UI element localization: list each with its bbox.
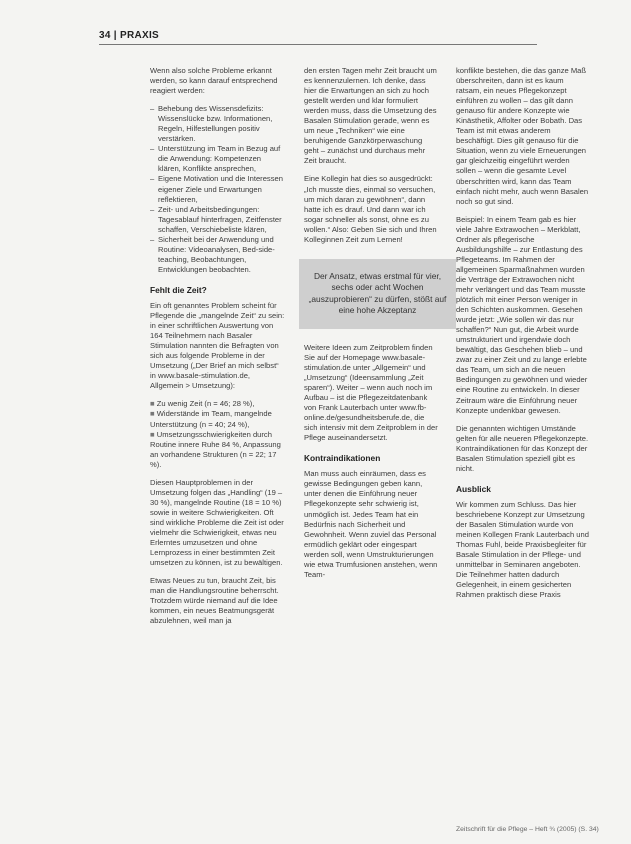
paragraph: Diesen Hauptproblemen in der Umsetzung folgen das „Handling“ (19 – 30 %), mangelnde Routine (18 = 10 %) sowie in weitere Schwierigkeiten. Oft sind wirkliche Probleme die Zeit ist oder vielmehr die Schwierigkeit, etwas neu Erlerntes umzusetzen und ohne Lernprozess in einer bestimmten Zeit umsetzen zu können, ist zu bewältigen. [150,477,284,568]
list-item: – Sicherheit bei der Anwendung und Routine: Videoanalysen, Bed-side-teaching, Beobachtungen, Entwicklungen beobachten. [150,235,285,275]
paragraph: Etwas Neues zu tun, braucht Zeit, bis man die Handlungsroutine beherrscht. Trotzdem würde niemand auf die Idee kommen, ein neues Beatmungsgerät abzulehnen, weil man ja [150,576,279,626]
square-bullet-icon: ■ [150,409,155,419]
section-heading: Kontraindikationen [304,453,381,464]
header-rule [99,44,537,45]
paragraph: Wir kommen zum Schluss. Das hier beschriebene Konzept zur Umsetzung der Basalen Stimulation wurde von meinen Kollegen Frank Lauterbach und Thomas Fuhl, beide Praxisbegleiter für Basale Stimulation in der Pflege- und unmittelbar in Seminaren angeboten. Die Teilnehmer hatten dadurch Gelegenheit, in einem gesicherten Rahmen praktisch diese Praxis [456,499,589,600]
column-3 [456,66,591,608]
paragraph: Ein oft genanntes Problem scheint für Pflegende die „mangelnde Zeit“ zu sein: in einer schriftlichen Auswertung von 164 Teilnehmern nach Basaler Stimulation nannten die Befragten von sich aus folgende Probleme in der Umsetzung („Der Brief an mich selbst“ in www.basale-stimulation.de, Allgemein > Umsetzung): [150,300,285,391]
pull-quote: Der Ansatz, etwas erstmal für vier, sechs oder acht Wochen „auszuprobieren“ zu dürfen, stößt auf eine hohe Akzeptanz [299,259,456,329]
page-footer: Zeitschrift für die Pflege – Heft ¾ (2005) (S. 34) [456,826,599,833]
numbered-item [150,399,285,409]
section-heading: Ausblick [456,483,491,494]
column-1 [150,66,285,634]
paragraph: Man muss auch einräumen, dass es gewisse Bedingungen geben kann, unter denen die Einführung neuer Pflegekonzepte sehr schwierig ist, unmöglich ist. Jedes Team hat ein Bedürfnis nach Sicherheit und Gewohnheit. Wenn zuviel das Personal ermüdlich geklärt oder eingespart werden soll, wenn Umstrukturierungen wie etwa Trumfusionen anstehen, wenn Team- [304,469,438,579]
item-text: Umsetzungsschwierigkeiten durch Routine innere Ruhe 84 %, Anpassung an vorhandene Strukturen (n = 22; 17 %). [150,429,281,469]
square-bullet-icon: ■ [150,429,155,439]
paragraph: konflikte bestehen, die das ganze Maß überschreiten, dann ist es kaum ratsam, ein neues Pflegekonzept einführen zu wollen – das gilt dann genauso für andere Konzepte wie Kinästhetik, Affolter oder Bobath. Das Team ist mit etwas anderem beschäftigt. Dies gilt genauso für die Situation, wenn zu viele Erneuerungen gar gleichzeitig eingeführt werden sollen – wenn die gesamte Level überschritten wird, kann das Team einfach nicht mehr, auch wenn Basalen noch so gut sind. [456,66,589,206]
column-2 [304,66,447,588]
section-heading: Fehlt die Zeit? [150,284,207,295]
numbered-item [150,430,285,470]
paragraph: Beispiel: In einem Team gab es hier viele Jahre Extrawochen – Merkblatt, Ordner als pflegerische Ausbildungshilfe – zur Entlastung des Pflegeteams. Im Rahmen der allgemeinen Sparmaßnahmen wurden die Verträge der Extrawochen nicht mehr verlängert und das Team musste plötzlich mit einer Person weniger in den Schichten auskommen. Gesehen wurde jetzt: „Wie sollen wir das nur schaffen?“ Nun gut, die Arbeit wurde umstrukturiert und irgendwie doch bewältigt, das Geschehen blieb – und zwar zu einer Zeit und zu lange erlebte das Team, um sich an die neuen Bedingungen zu gewöhnen und wieder eine Routine zu entwickeln. In dieser Zeitraum wäre die Einführung neuer Konzepte undenkbar gewesen. [456,214,588,415]
paragraph: den ersten Tagen mehr Zeit braucht um es kennenzulernen. Ich denke, dass hier die Erwartungen an sich zu hoch gestellt werden und klar formuliert werden muss, dass die Umsetzung des Basalen Stimulation gerade, wenn es um neue „Techniken“ wie eine beruhigende Ganzkörperwaschung geht – zunächst und durchaus mehr Zeit braucht. [304,66,437,166]
list-item: – Eigene Motivation und die Interessen eigener Ziele und Erwartungen reflektieren, [150,174,285,204]
list-item: – Behebung des Wissensdefizits: Wissenslücke bzw. Informationen, Regeln, Hilfestellungen positiv verstärken. [150,104,285,144]
list-item: – Unterstützung im Team in Bezug auf die Anwendung: Kompetenzen klären, Konflikte ansprechen, [150,144,285,174]
square-bullet-icon: ■ [150,399,155,409]
paragraph: Die genannten wichtigen Umstände gelten für alle neueren Pflegekonzepte. Kontraindikationen für das Konzept der Basalen Stimulation speziell gibt es nicht. [456,423,589,473]
bullet-list [150,104,285,275]
paragraph: Wenn also solche Probleme erkannt werden, so kann darauf entsprechend reagiert werden: [150,66,278,96]
page-header: 34 | PRAXIS [99,30,160,41]
numbered-item [150,409,285,429]
item-text: Widerstände im Team, mangelnde Unterstützung (n = 40; 24 %), [150,409,272,429]
paragraph: Eine Kollegin hat dies so ausgedrückt: „Ich musste dies, einmal so versuchen, um mich daran zu gewöhnen“, dann hatte ich es drauf. Und dann war ich sogar schneller als sonst, ohne es zu wollen.“ Also: Geben Sie sich und Ihren Kolleginnen Zeit zum Lernen! [304,174,437,244]
item-text: Zu wenig Zeit (n = 46; 28 %), [156,399,255,409]
paragraph: Weitere Ideen zum Zeitproblem finden Sie auf der Homepage www.basale-stimulation.de unter „Allgemein“ und „Umsetzung“ (Ideensammlung „Zeit sparen“). Weiter – wenn auch noch im Aufbau – ist die Pflegezeitdatenbank von Frank Lauterbach unter www.fb-online.de/gesundheitsberufe.de, die sich intensiv mit dem Zeitproblem in der Pflege auseinandersetzt. [304,342,438,443]
list-item: – Zeit- und Arbeitsbedingungen: Tagesablauf hinterfragen, Zeitfenster schaffen, Verschiebeliste klären, [150,205,285,235]
